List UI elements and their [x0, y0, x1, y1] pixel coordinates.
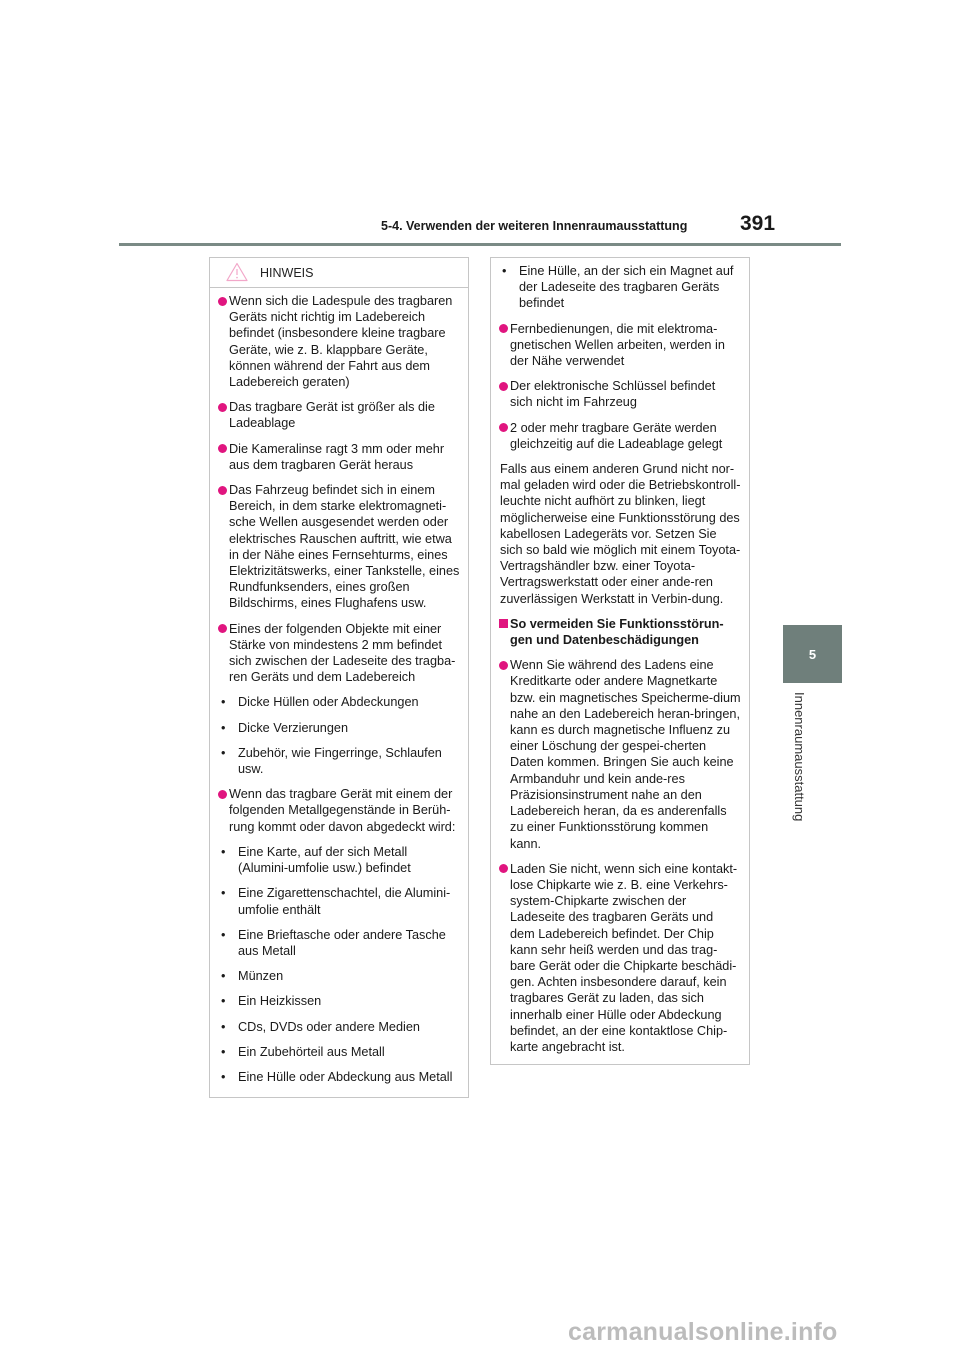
chapter-label: Innenraumausstattung — [792, 692, 807, 822]
bullet-circle-icon — [218, 444, 227, 453]
chapter-tab[interactable] — [783, 625, 842, 683]
list-item — [500, 657, 741, 851]
sub-list-item — [219, 745, 460, 777]
bullet-circle-icon — [499, 661, 508, 670]
bullet-circle-icon — [218, 297, 227, 306]
sub-list-item — [219, 1044, 460, 1060]
item-text: CDs, DVDs oder andere Medien — [238, 1019, 420, 1034]
item-text: Die Kameralinse ragt 3 mm oder mehr aus dem tragbaren Gerät heraus — [229, 441, 445, 472]
item-text: Das tragbare Gerät ist größer als die Ladeablage — [229, 400, 435, 431]
bullet-dot-icon: • — [221, 969, 226, 984]
bullet-dot-icon: • — [221, 1019, 226, 1034]
list-item — [219, 293, 460, 390]
bullet-circle-icon — [499, 382, 508, 391]
list-item — [219, 441, 460, 473]
section-title: 5-4. Verwenden der weiteren Innenraumausstattung — [381, 219, 688, 233]
sub-list-item — [219, 927, 460, 959]
notice-header — [210, 258, 468, 288]
bullet-circle-icon — [499, 324, 508, 333]
item-text: Dicke Hüllen oder Abdeckungen — [238, 695, 419, 710]
list-item — [500, 378, 741, 410]
item-text: Wenn sich die Ladespule des tragbaren Geräts nicht richtig im Ladebereich befindet (insbesondere kleine tragbare Geräte, wie z. B. klappbare Geräte, können während der Fahrt aus dem Ladebereich geraten) — [229, 294, 453, 390]
notice-content-left — [210, 288, 468, 1085]
paragraph: Falls aus einem anderen Grund nicht nor-mal geladen wird oder die Betriebskontroll-leuchte nicht aufhört zu blinken, liegt möglicherweise eine Funktionsstörung des kabellosen Ladegeräts vor. Setzen Sie sich so bald wie möglich mit einem Toyota-Vertragshändler bzw. einer Toyota-Vertragswerkstatt oder einer ande-ren zuverlässigen Werkstatt in Verbin-dung. — [500, 462, 741, 606]
list-item — [219, 621, 460, 686]
item-text: Ein Zubehörteil aus Metall — [238, 1044, 385, 1059]
sub-list-item — [219, 993, 460, 1009]
list-item — [500, 321, 741, 370]
item-text: Eine Zigarettenschachtel, die Alumini-umfolie enthält — [238, 886, 451, 917]
sub-list-item — [500, 263, 741, 312]
bullet-square-icon — [499, 619, 508, 628]
bullet-dot-icon: • — [221, 927, 226, 942]
list-item — [219, 482, 460, 612]
item-text: Laden Sie nicht, wenn sich eine kontakt-lose Chipkarte wie z. B. eine Verkehrs-system-Chipkarte zwischen der Ladeseite des tragbaren Geräts und dem Ladebereich befindet. Der Chip kann sehr heiß werden und das trag-bare Gerät oder die Chipkarte beschädi-gen. Achten insbesondere darauf, kein tragbares Gerät zu laden, das sich innerhalb einer Hülle oder Abdeckung befindet, an der eine kontaktlose Chip-karte angebracht ist. — [510, 861, 738, 1054]
item-text: Eine Brieftasche oder andere Tasche aus Metall — [238, 927, 446, 958]
item-text: Eines der folgenden Objekte mit einer Stärke von mindestens 2 mm befindet sich zwischen der Ladeseite des tragba-ren Geräts und dem Ladebereich — [229, 621, 456, 685]
bullet-dot-icon: • — [221, 745, 226, 760]
item-text: Eine Hülle oder Abdeckung aus Metall — [238, 1069, 453, 1084]
bullet-dot-icon: • — [221, 720, 226, 735]
bullet-circle-icon — [218, 624, 227, 633]
bullet-dot-icon: • — [221, 886, 226, 901]
bullet-dot-icon: • — [502, 264, 507, 278]
chapter-number: 5 — [808, 646, 817, 662]
item-text: So vermeiden Sie Funktionsstörun-gen und Datenbeschädigungen — [510, 616, 724, 648]
list-item — [219, 786, 460, 835]
sub-list-item — [219, 1069, 460, 1085]
item-text: Der elektronische Schlüssel befindet sich nicht im Fahrzeug — [510, 379, 716, 410]
notice-box-right — [490, 257, 750, 1065]
notice-box-left — [209, 257, 469, 1098]
warning-triangle-icon — [226, 262, 248, 287]
item-text: Eine Hülle, an der sich ein Magnet auf der Ladeseite des tragbaren Geräts befindet — [519, 264, 734, 311]
bullet-circle-icon — [218, 486, 227, 495]
item-text: 2 oder mehr tragbare Geräte werden gleichzeitig auf die Ladeablage gelegt — [510, 420, 723, 451]
bullet-dot-icon: • — [221, 1044, 226, 1059]
item-text: Wenn Sie während des Ladens eine Kreditkarte oder andere Magnetkarte bzw. ein magnetisches Speicherme-dium nahe an den Ladebereich heran-bringen, kann es durch magnetische Influenz zu einer Löschung der gespei-cherten Daten kommen. Bringen Sie auch keine Armbanduhr und kein ande-res Präzisionsinstrument nahe an den Ladebereich heran, da es anderenfalls zu einer Funktionsstörung kommen kann. — [510, 658, 741, 851]
item-text: Eine Karte, auf der sich Metall (Alumini-umfolie usw.) befindet — [238, 844, 411, 876]
notice-label: HINWEIS — [260, 266, 314, 280]
notice-content-right — [491, 258, 749, 1055]
list-item — [500, 861, 741, 1055]
item-text: Wenn das tragbare Gerät mit einem der folgenden Metallgegenstände in Berüh-rung kommt oder davon abgedeckt wird: — [229, 787, 456, 834]
bullet-circle-icon — [499, 423, 508, 432]
list-item — [500, 420, 741, 452]
header-divider — [119, 243, 841, 246]
sub-list-item — [219, 694, 460, 710]
sub-list-item — [219, 885, 460, 917]
page-number: 391 — [740, 212, 776, 235]
sub-list-item — [219, 720, 460, 736]
bullet-circle-icon — [218, 790, 227, 799]
bullet-circle-icon — [499, 864, 508, 873]
sub-list-item — [219, 1019, 460, 1035]
item-text: Fernbedienungen, die mit elektroma-gnetischen Wellen arbeiten, werden in der Nähe verwendet — [510, 321, 725, 369]
subheading — [500, 616, 741, 648]
bullet-circle-icon — [218, 403, 227, 412]
item-text: Zubehör, wie Fingerringe, Schlaufen usw. — [238, 745, 442, 777]
sub-list-item — [219, 844, 460, 876]
sub-list-item — [219, 968, 460, 984]
item-text: Ein Heizkissen — [238, 994, 322, 1009]
bullet-dot-icon: • — [221, 1069, 226, 1084]
watermark: carmanualsonline.info — [568, 1318, 838, 1346]
item-text: Münzen — [238, 969, 284, 984]
bullet-dot-icon: • — [221, 994, 226, 1009]
item-text: Dicke Verzierungen — [238, 720, 349, 735]
list-item — [219, 399, 460, 431]
item-text: Das Fahrzeug befindet sich in einem Bereich, in dem starke elektromagneti-sche Wellen ausgesendet werden oder elektrisches Rauschen auftritt, wie etwa in der Nähe eines Fernsehturms, eines Elektrizitätswerks, einer Tankstelle, eines Rundfunksenders, eines großen Bildschirms, eines Flughafens usw. — [229, 483, 460, 611]
bullet-dot-icon: • — [221, 695, 226, 710]
bullet-dot-icon: • — [221, 844, 226, 859]
